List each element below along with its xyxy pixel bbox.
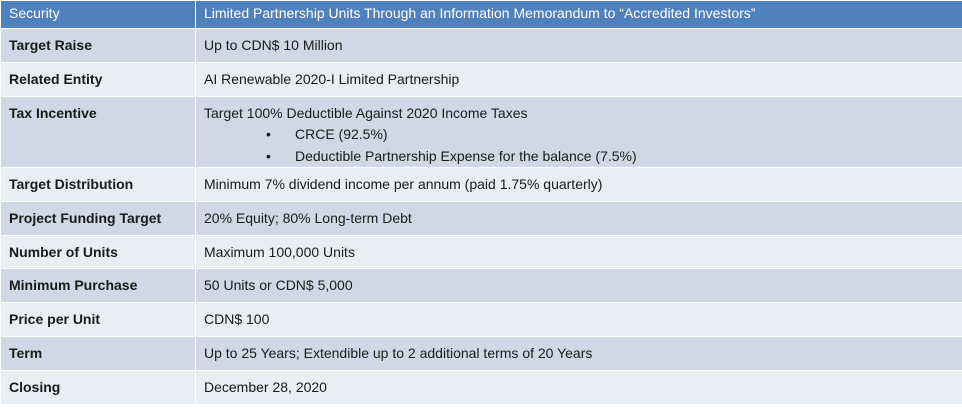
- row-value: AI Renewable 2020-I Limited Partnership: [196, 62, 962, 96]
- header-security: Security: [1, 1, 196, 29]
- row-value: 50 Units or CDN$ 5,000: [196, 269, 962, 303]
- table-row: [1, 167, 962, 201]
- tax-incentive-bullets: [204, 123, 953, 167]
- table-row: [1, 371, 962, 405]
- table-row: [1, 235, 962, 269]
- table-row: [1, 62, 962, 96]
- bullet-item: • CRCE (92.5%): [266, 123, 953, 145]
- header-security-description: Limited Partnership Units Through an Information Memorandum to “Accredited Investors”: [196, 1, 962, 29]
- row-value: CDN$ 100: [196, 303, 962, 337]
- row-label: Target Distribution: [1, 167, 196, 201]
- row-label: Closing: [1, 371, 196, 405]
- row-label: Tax Incentive: [1, 96, 196, 167]
- row-value: Minimum 7% dividend income per annum (paid 1.75% quarterly): [196, 167, 962, 201]
- table-row: [1, 269, 962, 303]
- row-value-tax-incentive: [196, 96, 962, 167]
- row-label: Project Funding Target: [1, 201, 196, 235]
- row-label: Price per Unit: [1, 303, 196, 337]
- table-row: [1, 29, 962, 63]
- row-label: Target Raise: [1, 29, 196, 63]
- table-row: [1, 303, 962, 337]
- bullet-item: • Deductible Partnership Expense for the balance (7.5%): [266, 145, 953, 167]
- table-header-row: [1, 1, 962, 29]
- row-value: 20% Equity; 80% Long-term Debt: [196, 201, 962, 235]
- row-value: Target 100% Deductible Against 2020 Income Taxes: [204, 104, 528, 121]
- table-row: [1, 96, 962, 167]
- row-label: Term: [1, 337, 196, 371]
- row-value: December 28, 2020: [196, 371, 962, 405]
- row-label: Minimum Purchase: [1, 269, 196, 303]
- row-value: Maximum 100,000 Units: [196, 235, 962, 269]
- table-row: [1, 337, 962, 371]
- row-value: Up to CDN$ 10 Million: [196, 29, 962, 63]
- row-label: Related Entity: [1, 62, 196, 96]
- table-row: [1, 201, 962, 235]
- row-label: Number of Units: [1, 235, 196, 269]
- row-value: Up to 25 Years; Extendible up to 2 additional terms of 20 Years: [196, 337, 962, 371]
